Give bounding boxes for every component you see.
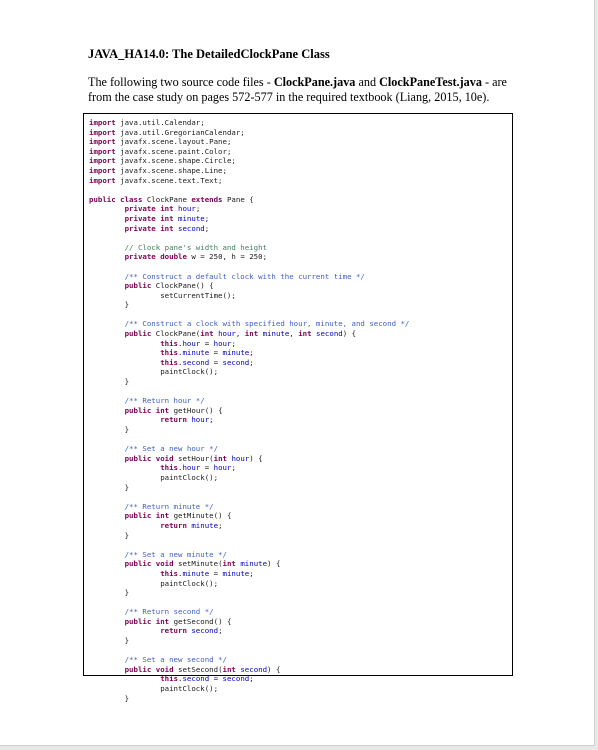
code-line: /** Construct a default clock with the current time */ xyxy=(89,271,365,281)
code-line: /** Return hour */ xyxy=(89,396,205,406)
code-line: import java.util.Calendar; xyxy=(89,118,205,127)
code-line xyxy=(89,598,409,608)
code-line: /** Construct a clock with specified hour, minute, and second */ xyxy=(89,319,410,329)
code-line: /** Return second */ xyxy=(89,607,214,617)
code-line xyxy=(89,387,409,397)
code-line: paintClock(); xyxy=(89,472,219,482)
code-line: } xyxy=(89,636,130,646)
code-line: this.hour = hour; xyxy=(160,463,236,473)
code-line: private int hour; xyxy=(124,204,201,214)
code-line xyxy=(89,435,409,445)
code-line: import javafx.scene.text.Text; xyxy=(89,175,223,185)
code-line: this.second = second; xyxy=(160,357,254,367)
code-line: } xyxy=(89,530,130,540)
code-line: this.hour = hour; xyxy=(160,338,236,348)
code-line: import javafx.scene.layout.Pane; xyxy=(89,137,232,147)
code-line: /** Set a new minute */ xyxy=(89,549,227,559)
code-line: /** Return minute */ xyxy=(89,501,214,511)
code-line xyxy=(89,262,409,272)
code-line: import javafx.scene.paint.Color; xyxy=(89,146,232,156)
code-line: // Clock pane's width and height xyxy=(89,242,267,252)
code-line xyxy=(89,540,409,550)
code-line: this.minute = minute; xyxy=(160,348,254,358)
code-line: import java.util.GregorianCalendar; xyxy=(89,127,245,137)
code-line xyxy=(89,646,409,656)
code-line xyxy=(89,492,409,502)
code-line: this.minute = minute; xyxy=(160,568,254,578)
intro-text-3: - are from the case study on pages 572-577 in the required textbook (Liang, 2015, 10e). xyxy=(88,75,507,104)
code-line: paintClock(); xyxy=(89,684,219,694)
code-line: public int getHour() { xyxy=(124,405,223,415)
code-line: public void setMinute(int minute) { xyxy=(124,559,281,569)
intro-text-2: and xyxy=(355,75,380,89)
code-listing-box xyxy=(83,113,513,703)
code-line: public int getSecond() { xyxy=(124,616,232,626)
code-line: private double w = 250, h = 250; xyxy=(124,252,268,262)
code-line xyxy=(89,233,409,243)
code-line: private int minute; xyxy=(124,213,210,223)
code-line: /** Set a new second */ xyxy=(89,655,227,665)
code-line: public int getMinute() { xyxy=(124,511,232,521)
code-line: public void setHour(int hour) { xyxy=(124,453,263,463)
code-line: return minute; xyxy=(160,520,223,530)
code-listing xyxy=(89,118,409,703)
code-line: import javafx.scene.shape.Circle; xyxy=(89,156,236,166)
code-line: } xyxy=(89,482,130,492)
code-line: } xyxy=(89,425,130,434)
code-line xyxy=(89,310,409,320)
code-line: return second; xyxy=(160,626,223,636)
code-line: return hour; xyxy=(160,415,214,425)
code-line: public void setSecond(int second) { xyxy=(124,664,281,674)
code-line: } xyxy=(89,693,130,703)
code-line: } xyxy=(89,588,130,598)
code-line: setCurrentTime(); xyxy=(89,290,236,300)
code-line: public class ClockPane extends Pane { xyxy=(89,194,254,204)
intro-text-1: The following two source code files - xyxy=(88,75,274,89)
code-line: paintClock(); xyxy=(89,578,219,588)
code-line xyxy=(89,185,409,195)
document-title: JAVA_HA14.0: The DetailedClockPane Class xyxy=(88,47,330,61)
code-line: } xyxy=(89,300,130,310)
code-line: this.second = second; xyxy=(160,674,254,684)
code-line: /** Set a new hour */ xyxy=(89,444,219,454)
code-line: import javafx.scene.shape.Line; xyxy=(89,165,227,175)
intro-paragraph xyxy=(88,75,508,105)
code-line: } xyxy=(89,377,130,387)
code-line: paintClock(); xyxy=(89,367,219,377)
intro-file-2: ClockPaneTest.java xyxy=(379,75,482,89)
code-line: private int second; xyxy=(124,223,210,233)
intro-file-1: ClockPane.java xyxy=(273,75,356,89)
code-line: public ClockPane() { xyxy=(124,281,214,291)
code-line: public ClockPane(int hour, int minute, int second) { xyxy=(124,329,357,339)
